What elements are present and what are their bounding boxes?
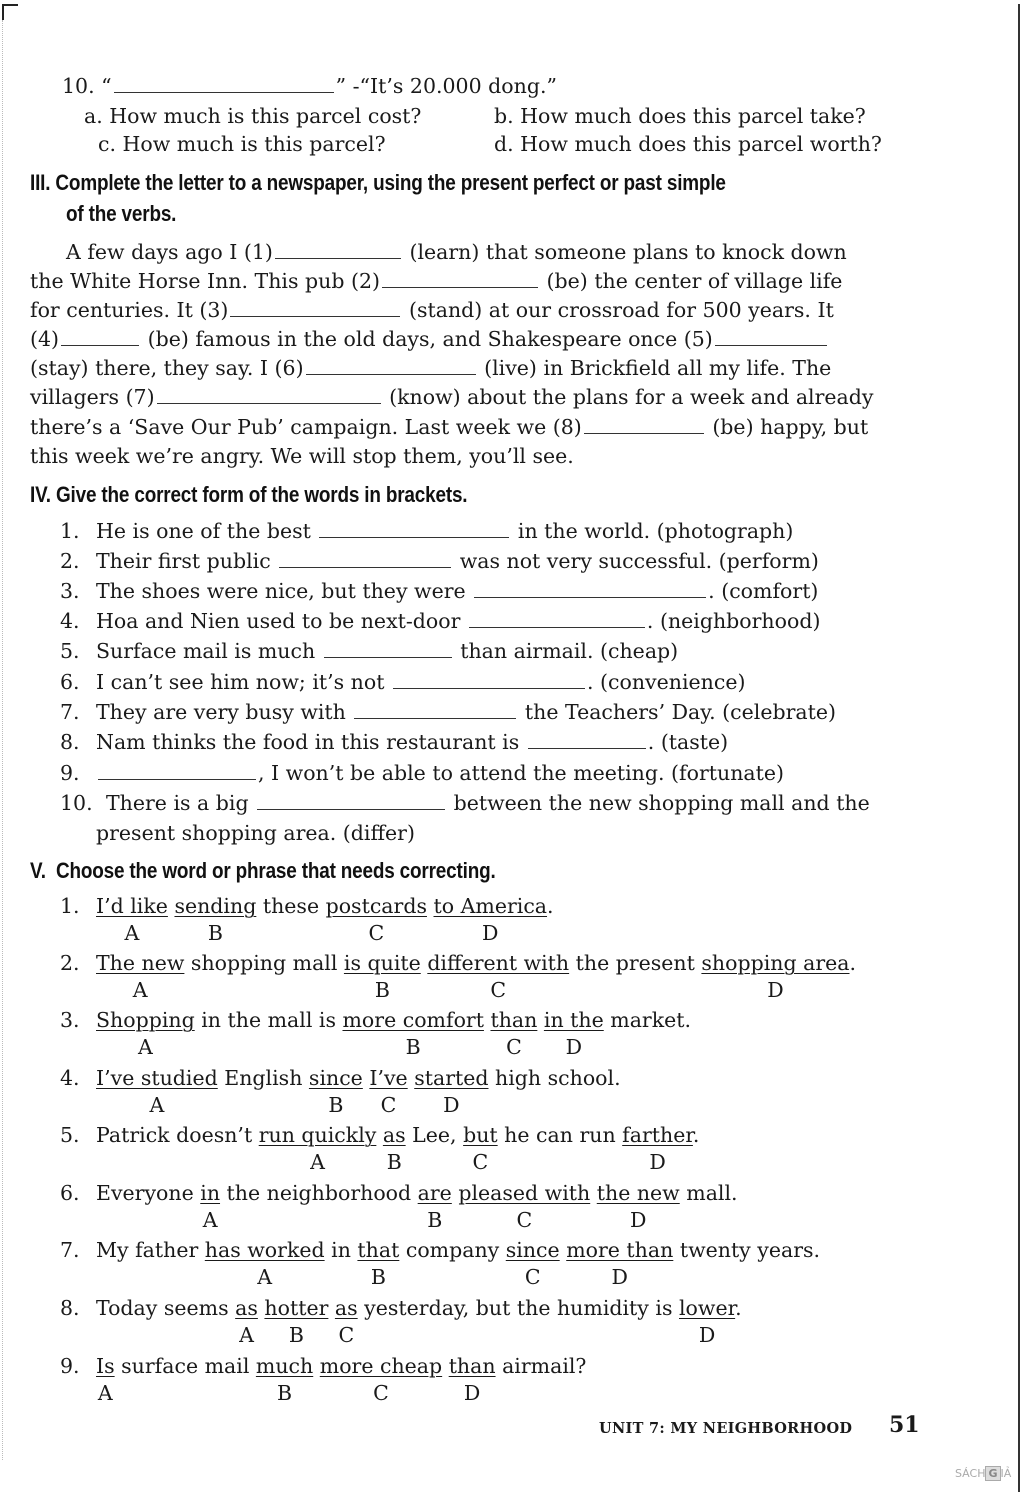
letter-line [30, 325, 829, 353]
choice-letter[interactable]: C [373, 1381, 389, 1405]
sentence-text: twenty years. [673, 1238, 821, 1262]
choice-letter[interactable]: A [239, 1323, 254, 1347]
item-text: , I won’t be able to attend the meeting. (fortunate) [258, 761, 785, 785]
choice-letter[interactable]: C [506, 1035, 522, 1059]
choice-letter[interactable]: A [149, 1093, 165, 1117]
underlined-choice[interactable]: I’ve studied [96, 1066, 218, 1090]
word-form-item [60, 517, 793, 545]
item-text: Their first public [96, 549, 278, 573]
error-item [60, 1121, 699, 1149]
letter-text: (be) the center of village life [546, 269, 843, 293]
section-5-heading [30, 856, 496, 886]
choice-letter[interactable]: B [427, 1208, 443, 1232]
sentence-text: airmail? [495, 1354, 587, 1378]
word-form-item [60, 637, 678, 665]
sentence-text: in the mall is [194, 1008, 343, 1032]
sentence-text: mall. [679, 1181, 738, 1205]
word-form-item [60, 547, 819, 575]
question-number: 10. “ [62, 74, 112, 98]
answer-blank[interactable] [393, 670, 585, 689]
choice-letter[interactable]: C [490, 978, 507, 1002]
answer-blank[interactable] [98, 761, 256, 780]
letter-line [30, 383, 873, 411]
choice-letter[interactable]: A [137, 1035, 153, 1059]
choice-letter[interactable]: C [338, 1323, 355, 1347]
section-4-heading [30, 480, 467, 510]
item-text: than airmail. (cheap) [453, 639, 679, 663]
section-numeral: III. [30, 170, 51, 195]
underlined-choice[interactable]: I’d like [96, 894, 168, 918]
item-text: . (convenience) [586, 670, 746, 694]
choice-letter[interactable]: B [207, 921, 223, 945]
section-numeral: V. [30, 858, 46, 883]
sentence-text: English [217, 1066, 309, 1090]
word-form-item [60, 607, 820, 635]
choice-letter[interactable]: A [132, 978, 148, 1002]
letter-line [66, 238, 847, 266]
page-number: 51 [889, 1412, 920, 1438]
underlined-choice[interactable]: farther [622, 1123, 693, 1147]
choice-letter[interactable]: D [443, 1093, 460, 1117]
underlined-choice[interactable]: more cheap [319, 1354, 443, 1378]
word-form-item [60, 698, 836, 726]
choice-letter[interactable]: D [649, 1150, 666, 1174]
choice-letter[interactable]: A [202, 1208, 218, 1232]
question-10 [62, 72, 557, 100]
item-number: 6. [60, 670, 80, 694]
underlined-choice[interactable]: different with [427, 951, 570, 975]
letter-text: (learn) that someone plans to knock down [409, 240, 847, 264]
letter-line [30, 267, 842, 295]
item-number: 7. [60, 1238, 80, 1262]
underlined-choice[interactable]: The new [96, 951, 185, 975]
sentence-text: in [324, 1238, 358, 1262]
error-item [60, 1294, 742, 1322]
question-answer-text: ” -“It’s 20.000 dong.” [335, 74, 557, 98]
item-continuation: present shopping area. (differ) [96, 821, 415, 845]
watermark-text: SÁCH [955, 1467, 986, 1480]
letter-text: the White Horse Inn. This pub (2) [30, 269, 381, 293]
underlined-choice[interactable]: to America [433, 894, 548, 918]
item-number: 2. [60, 951, 80, 975]
letter-line [30, 413, 868, 441]
item-number: 4. [60, 1066, 80, 1090]
letter-text: (stay) there, they say. I (6) [30, 356, 304, 380]
underlined-choice[interactable]: is quite [343, 951, 421, 975]
section-3-heading [30, 168, 726, 198]
sentence-text: these [256, 894, 326, 918]
verb-blank[interactable] [715, 327, 827, 346]
error-item [60, 1179, 738, 1207]
watermark-text: IẢ [1000, 1467, 1012, 1480]
option-d [494, 130, 882, 158]
underlined-choice[interactable]: Is [96, 1354, 115, 1378]
item-text: . (taste) [647, 730, 729, 754]
choice-letter[interactable]: C [368, 921, 385, 945]
error-item [60, 949, 856, 977]
choice-letter[interactable]: D [630, 1208, 647, 1232]
option-text: d. How much does this parcel worth? [494, 132, 882, 156]
section-title: Choose the word or phrase that needs correcting. [55, 858, 496, 883]
item-number: 8. [60, 730, 80, 754]
choice-letter[interactable]: B [277, 1381, 293, 1405]
item-number: 3. [60, 579, 80, 603]
word-form-item [60, 759, 784, 787]
letter-line [30, 442, 574, 470]
item-number: 2. [60, 549, 80, 573]
underlined-choice[interactable]: since [505, 1238, 560, 1262]
item-number: 8. [60, 1296, 80, 1320]
sentence-text: . [692, 1123, 700, 1147]
choice-letter[interactable]: D [482, 921, 499, 945]
answer-blank[interactable] [354, 700, 516, 719]
sentence-text: My father [96, 1238, 205, 1262]
sentence-text: surface mail [114, 1354, 256, 1378]
sentence-text: the neighborhood [220, 1181, 418, 1205]
underlined-choice[interactable]: I’ve [369, 1066, 408, 1090]
underlined-choice[interactable]: much [255, 1354, 314, 1378]
item-text: . (neighborhood) [646, 609, 821, 633]
sentence-text: Lee, [405, 1123, 464, 1147]
choice-letter[interactable]: B [328, 1093, 344, 1117]
letter-text: villagers (7) [30, 385, 155, 409]
underlined-choice[interactable]: postcards [325, 894, 427, 918]
letter-text: (be) happy, but [712, 415, 869, 439]
choice-letter[interactable]: B [405, 1035, 421, 1059]
item-text: Nam thinks the food in this restaurant is [96, 730, 526, 754]
answer-blank[interactable] [257, 791, 445, 810]
underlined-choice[interactable]: but [463, 1123, 498, 1147]
underlined-choice[interactable]: more than [566, 1238, 674, 1262]
choice-letter[interactable]: D [611, 1265, 628, 1289]
letter-text: this week we’re angry. We will stop them, you’ll see. [30, 444, 574, 468]
choice-letter[interactable]: C [472, 1150, 489, 1174]
item-number: 5. [60, 639, 80, 663]
sentence-text: yesterday, but the humidity is [357, 1296, 679, 1320]
verb-blank[interactable] [382, 269, 538, 288]
item-number: 3. [60, 1008, 80, 1032]
error-item [60, 1236, 820, 1264]
underlined-choice[interactable]: sending [174, 894, 257, 918]
option-text: b. How much does this parcel take? [494, 104, 866, 128]
item-text: He is one of the best [96, 519, 318, 543]
choice-letter[interactable]: A [257, 1265, 273, 1289]
item-number: 1. [60, 519, 80, 543]
choice-letter[interactable]: D [463, 1381, 481, 1405]
sentence-text: market. [603, 1008, 692, 1032]
answer-blank[interactable] [319, 519, 509, 538]
item-text: between the new shopping mall and the [447, 791, 870, 815]
verb-blank[interactable] [230, 298, 400, 317]
item-text: the Teachers’ Day. (celebrate) [518, 700, 836, 724]
underlined-choice[interactable]: in [200, 1181, 221, 1205]
word-form-item [60, 728, 728, 756]
letter-text: A few days ago I (1) [66, 240, 273, 264]
word-form-item [60, 668, 745, 696]
section-title: Complete the letter to a newspaper, using the present perfect or past simple [55, 170, 726, 195]
error-item [60, 892, 554, 920]
verb-blank[interactable] [157, 385, 381, 404]
underlined-choice[interactable]: hotter [264, 1296, 329, 1320]
watermark-logo-icon: G [985, 1466, 1000, 1481]
item-number: 7. [60, 700, 80, 724]
sentence-text: Today seems [96, 1296, 236, 1320]
underlined-choice[interactable]: lower [679, 1296, 736, 1320]
letter-text: for centuries. It (3) [30, 298, 229, 322]
crop-mark [2, 4, 18, 20]
underlined-choice[interactable]: than [490, 1008, 538, 1032]
choice-letter[interactable]: A [310, 1150, 325, 1174]
letter-text: (be) famous in the old days, and Shakespeare once (5) [147, 327, 713, 351]
watermark [955, 1466, 1011, 1481]
item-text: . (comfort) [708, 579, 819, 603]
underlined-choice[interactable]: shopping area [701, 951, 850, 975]
verb-blank[interactable] [584, 415, 704, 434]
section-3-heading-cont [66, 199, 176, 229]
underlined-choice[interactable]: as [235, 1296, 258, 1320]
sentence-text: shopping mall [184, 951, 344, 975]
choice-letter[interactable]: B [386, 1150, 402, 1174]
underlined-choice[interactable]: more comfort [342, 1008, 484, 1032]
underlined-choice[interactable]: since [308, 1066, 363, 1090]
item-text: was not very successful. (perform) [453, 549, 819, 573]
choice-letter[interactable]: B [370, 1265, 386, 1289]
answer-blank[interactable] [114, 74, 334, 93]
letter-line [30, 354, 831, 382]
option-a [84, 102, 421, 130]
choice-letter[interactable]: C [516, 1208, 533, 1232]
item-number: 9. [60, 761, 80, 785]
error-item [60, 1064, 621, 1092]
verb-blank[interactable] [275, 240, 401, 259]
choice-letter[interactable]: D [767, 978, 784, 1002]
underlined-choice[interactable]: run quickly [258, 1123, 377, 1147]
error-item [60, 1006, 691, 1034]
page-edge-rule [1018, 4, 1020, 1492]
sentence-text: high school. [488, 1066, 621, 1090]
sentence-text: . [849, 951, 857, 975]
letter-text: (stand) at our crossroad for 500 years. It [408, 298, 834, 322]
letter-text: (know) about the plans for a week and already [389, 385, 874, 409]
answer-blank[interactable] [324, 639, 452, 658]
item-number: 5. [60, 1123, 80, 1147]
underlined-choice[interactable]: as [382, 1123, 406, 1147]
word-form-item [60, 577, 818, 605]
letter-text: (4) [30, 327, 60, 351]
item-number: 6. [60, 1181, 80, 1205]
underlined-choice[interactable]: that [357, 1238, 400, 1262]
verb-blank[interactable] [306, 356, 476, 375]
option-b [494, 102, 866, 130]
underlined-choice[interactable]: pleased with [458, 1181, 591, 1205]
item-text: There is a big [106, 791, 256, 815]
page-edge [2, 20, 4, 1460]
choice-letter[interactable]: A [97, 1381, 113, 1405]
item-text: Hoa and Nien used to be next-door [96, 609, 467, 633]
item-text: The shoes were nice, but they were [96, 579, 473, 603]
choice-letter[interactable]: A [124, 921, 140, 945]
choice-letter[interactable]: C [524, 1265, 541, 1289]
answer-blank[interactable] [279, 549, 451, 568]
answer-blank[interactable] [474, 579, 706, 598]
option-c [98, 130, 386, 158]
item-number: 4. [60, 609, 80, 633]
underlined-choice[interactable]: Shopping [96, 1008, 195, 1032]
sentence-text: he can run [497, 1123, 623, 1147]
letter-text: there’s a ‘Save Our Pub’ campaign. Last week we (8) [30, 415, 582, 439]
sentence-text: the present [569, 951, 702, 975]
section-title: Give the correct form of the words in brackets. [55, 482, 468, 507]
underlined-choice[interactable]: has worked [204, 1238, 325, 1262]
sentence-text: Everyone [96, 1181, 201, 1205]
item-number: 10. [60, 791, 93, 815]
item-number: 1. [60, 894, 80, 918]
item-text: in the world. (photograph) [511, 519, 794, 543]
underlined-choice[interactable]: started [414, 1066, 489, 1090]
letter-text: (live) in Brickfield all my life. The [484, 356, 832, 380]
choice-letter[interactable]: D [698, 1323, 716, 1347]
item-text: Surface mail is much [96, 639, 322, 663]
choice-letter[interactable]: B [374, 978, 390, 1002]
section-title: of the verbs. [66, 201, 177, 226]
answer-blank[interactable] [469, 609, 645, 628]
underlined-choice[interactable]: in the [543, 1008, 604, 1032]
item-number: 9. [60, 1354, 80, 1378]
item-text: They are very busy with [96, 700, 353, 724]
sentence-text: Patrick doesn’t [96, 1123, 259, 1147]
choice-letter[interactable]: D [565, 1035, 583, 1059]
underlined-choice[interactable]: the new [596, 1181, 680, 1205]
choice-letter[interactable]: B [288, 1323, 304, 1347]
letter-line [30, 296, 834, 324]
option-text: a. How much is this parcel cost? [84, 104, 422, 128]
underlined-choice[interactable]: are [417, 1181, 452, 1205]
sentence-text: . [735, 1296, 742, 1320]
error-item [60, 1352, 586, 1380]
answer-blank[interactable] [528, 730, 646, 749]
option-text: c. How much is this parcel? [98, 132, 386, 156]
sentence-text: . [547, 894, 554, 918]
underlined-choice[interactable]: as [334, 1296, 358, 1320]
section-numeral: IV. [30, 482, 51, 507]
item-text: I can’t see him now; it’s not [96, 670, 391, 694]
unit-title: UNIT 7: MY NEIGHBORHOOD [599, 1420, 853, 1437]
word-form-item [60, 789, 870, 817]
underlined-choice[interactable]: than [448, 1354, 496, 1378]
choice-letter[interactable]: C [380, 1093, 397, 1117]
sentence-text: company [399, 1238, 506, 1262]
verb-blank[interactable] [61, 327, 139, 346]
